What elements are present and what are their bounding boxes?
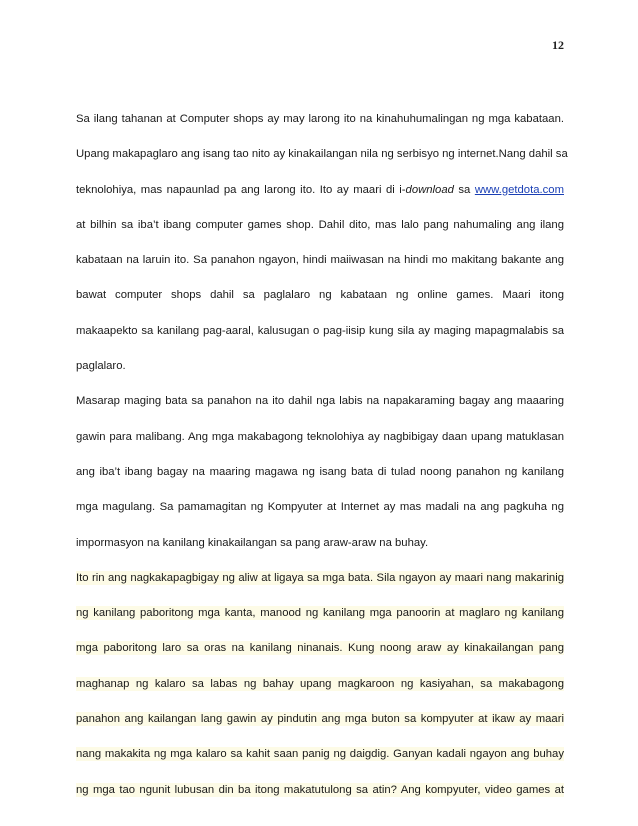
paragraph-1 xyxy=(76,112,568,373)
text-line: at bilhin sa iba’t ibang computer games shop. Dahil dito, mas lalo pang nahumaling ang ilang xyxy=(76,218,564,231)
text-line: makaapekto sa kanilang pag-aaral, kalusugan o pag-iisip kung sila ay maging mapagmalabis sa xyxy=(76,324,564,337)
text-line: kabataan na laruin ito. Sa panahon ngayon, hindi maiiwasan na hindi mo makitang bakante ang xyxy=(76,254,564,267)
text-line: Upang makapaglaro ang isang tao nito ay kinakailangan nila ng serbisyo ng internet.Nang dahil sa xyxy=(76,148,568,161)
text-line: mga magulang. Sa pamamagitan ng Kompyuter at Internet ay mas madali na ang pagkuha ng xyxy=(76,501,564,514)
text-line: Ito rin ang nagkakapagbigay ng aliw at ligaya sa mga bata. Sila ngayon ay maari nang makarinig xyxy=(76,571,564,584)
getdota-link[interactable]: www.getdota.com xyxy=(474,183,564,196)
document-body xyxy=(76,112,568,818)
text-line: bawat computer shops dahil sa paglalaro ng kabataan ng online games. Maari itong xyxy=(76,289,564,302)
text-line: panahon ang kailangan lang gawin ay pindutin ang mga buton sa kompyuter at ikaw ay maari xyxy=(76,713,564,726)
text-line: mga paboritong laro sa oras na kanilang ninanais. Kung noong araw ay kinakailangan pang xyxy=(76,642,564,655)
italic-download: download xyxy=(405,183,454,196)
text-line: impormasyon na kanilang kinakailangan sa pang araw-araw na buhay. xyxy=(76,536,429,549)
text-line: ng kanilang paboritong mga kanta, manood ng kanilang mga panoorin at maglaro ng kanilang xyxy=(76,607,564,620)
text-fragment: teknolohiya, mas napaunlad pa ang larong ito. Ito ay maari di i- xyxy=(76,183,406,196)
paragraph-2 xyxy=(76,394,564,549)
text-line: nang makakita ng mga kalaro sa kahit saan panig ng daigdig. Ganyan kadali ngayon ang buhay xyxy=(76,748,564,761)
page-number: 12 xyxy=(552,38,564,52)
text-fragment: sa xyxy=(453,183,475,196)
text-line: Sa ilang tahanan at Computer shops ay may larong ito na kinahuhumalingan ng mga kabataan. xyxy=(76,113,564,125)
text-line: ng mga tao ngunit lubusan din ba itong makatutulong sa atin? Ang kompyuter, video games at xyxy=(76,783,564,796)
text-line: Masarap maging bata sa panahon na ito dahil nga labis na napakaraming bagay ang maaaring xyxy=(76,395,564,408)
text-line: gawin para malibang. Ang mga makabagong teknolohiya ay nagbibigay daan upang matuklasan xyxy=(76,430,564,443)
text-line: maghanap ng kalaro sa labas ng bahay upang magkaroon ng kasiyahan, sa makabagong xyxy=(76,677,564,690)
text-line: ang iba’t ibang bagay na maaring magawa ng isang bata di tulad noong panahon ng kanilang xyxy=(76,465,564,478)
paragraph-3 xyxy=(76,571,564,797)
text-line: paglalaro. xyxy=(76,360,126,373)
text-line-with-link xyxy=(76,183,564,197)
